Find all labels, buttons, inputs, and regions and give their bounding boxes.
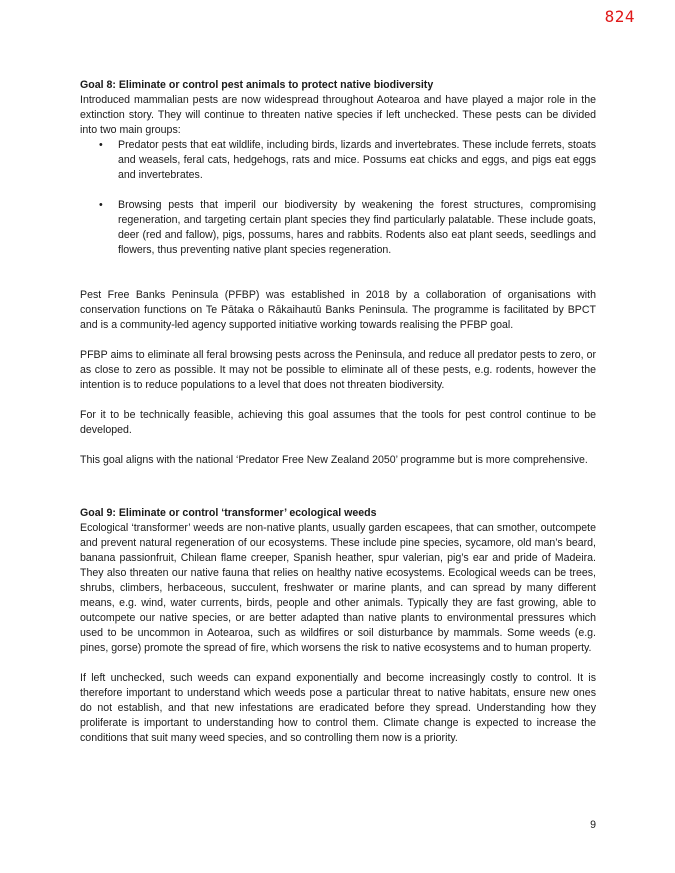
goal-8-intro-paragraph: Introduced mammalian pests are now widespread throughout Aotearoa and have played a major role in the extinction story. They will continue to threaten native species if left unchecked. These pests can be divided into two main groups: (80, 94, 596, 136)
list-item (80, 138, 596, 183)
pfbp-aims-paragraph: PFBP aims to eliminate all feral browsing pests across the Peninsula, and reduce all predator pests to zero, or as close to zero as possible. It may not be possible to eliminate all of these pests, e.g. rodents, however the intention is to reduce populations to a level that does not threaten biodiversity. (80, 349, 596, 391)
bullet-text: Predator pests that eat wildlife, including birds, lizards and invertebrates. These include ferrets, stoats and weasels, feral cats, hedgehogs, rats and mice. Possums eat chicks and eggs, and pigs eat eggs and invertebrates. (118, 139, 596, 181)
page-number: 9 (590, 819, 596, 831)
transformer-weeds-paragraph: Ecological ‘transformer’ weeds are non-native plants, usually garden escapees, that can smother, outcompete and prevent natural regeneration of our ecosystems. These include pine species, sycamore, old man’s beard, banana passionfruit, Chilean flame creeper, Spanish heather, spur valerian, pig’s ear and pride of Madeira. They also threaten our native fauna that relies on healthy native ecosystems. Ecological weeds can be trees, shrubs, climbers, herbaceous, succulent, freshwater or marine plants, and can spread by many different means, e.g. wind, water currents, birds, people and other animals. Typically they are fast growing, able to outcompete our native species, or are better adapted than native plants to environmental pressures which used to be uncommon in Aotearoa, such as wildfires or soil disturbance by mammals. Some weeds (e.g. pines, gorse) promote the spread of fire, which worsens the risk to native ecosystems and to human property. (80, 522, 596, 654)
bullet-text: Browsing pests that imperil our biodiversity by weakening the forest structures, compromising regeneration, and targeting certain plant species they find particularly palatable. These include goats, deer (red and fallow), pigs, possums, hares and rabbits. Rodents also eat plant seeds, seedlings and flowers, thus preventing native plant species regeneration. (118, 199, 596, 256)
goal-9-heading: Goal 9: Eliminate or control ‘transformer’ ecological weeds (80, 507, 377, 519)
pfbp-establishment-paragraph: Pest Free Banks Peninsula (PFBP) was established in 2018 by a collaboration of organisations with conservation functions on Te Pātaka o Rākaihautū Banks Peninsula. The programme is facilitated by BPCT and is a community-led agency supported initiative working towards realising the PFBP goal. (80, 289, 596, 331)
national-alignment-paragraph: This goal aligns with the national ‘Predator Free New Zealand 2050’ programme but is more comprehensive. (80, 454, 588, 466)
document-body (80, 78, 596, 746)
feasibility-paragraph: For it to be technically feasible, achieving this goal assumes that the tools for pest control continue to be developed. (80, 409, 596, 436)
list-item (80, 198, 596, 258)
bullet-icon: • (99, 199, 103, 211)
page-stamp-number: 824 (604, 7, 635, 26)
goal-8-heading: Goal 8: Eliminate or control pest animals to protect native biodiversity (80, 79, 434, 91)
bullet-icon: • (99, 139, 103, 151)
pest-groups-list (80, 138, 596, 258)
weed-control-paragraph: If left unchecked, such weeds can expand exponentially and become increasingly costly to control. It is therefore important to understand which weeds pose a particular threat to native habitats, ensure new ones do not establish, and that new infestations are eradicated before they spread. Understanding how they proliferate is important to understanding how to control them. Climate change is expected to increase the conditions that suit many weed species, and so controlling them now is a priority. (80, 672, 596, 744)
